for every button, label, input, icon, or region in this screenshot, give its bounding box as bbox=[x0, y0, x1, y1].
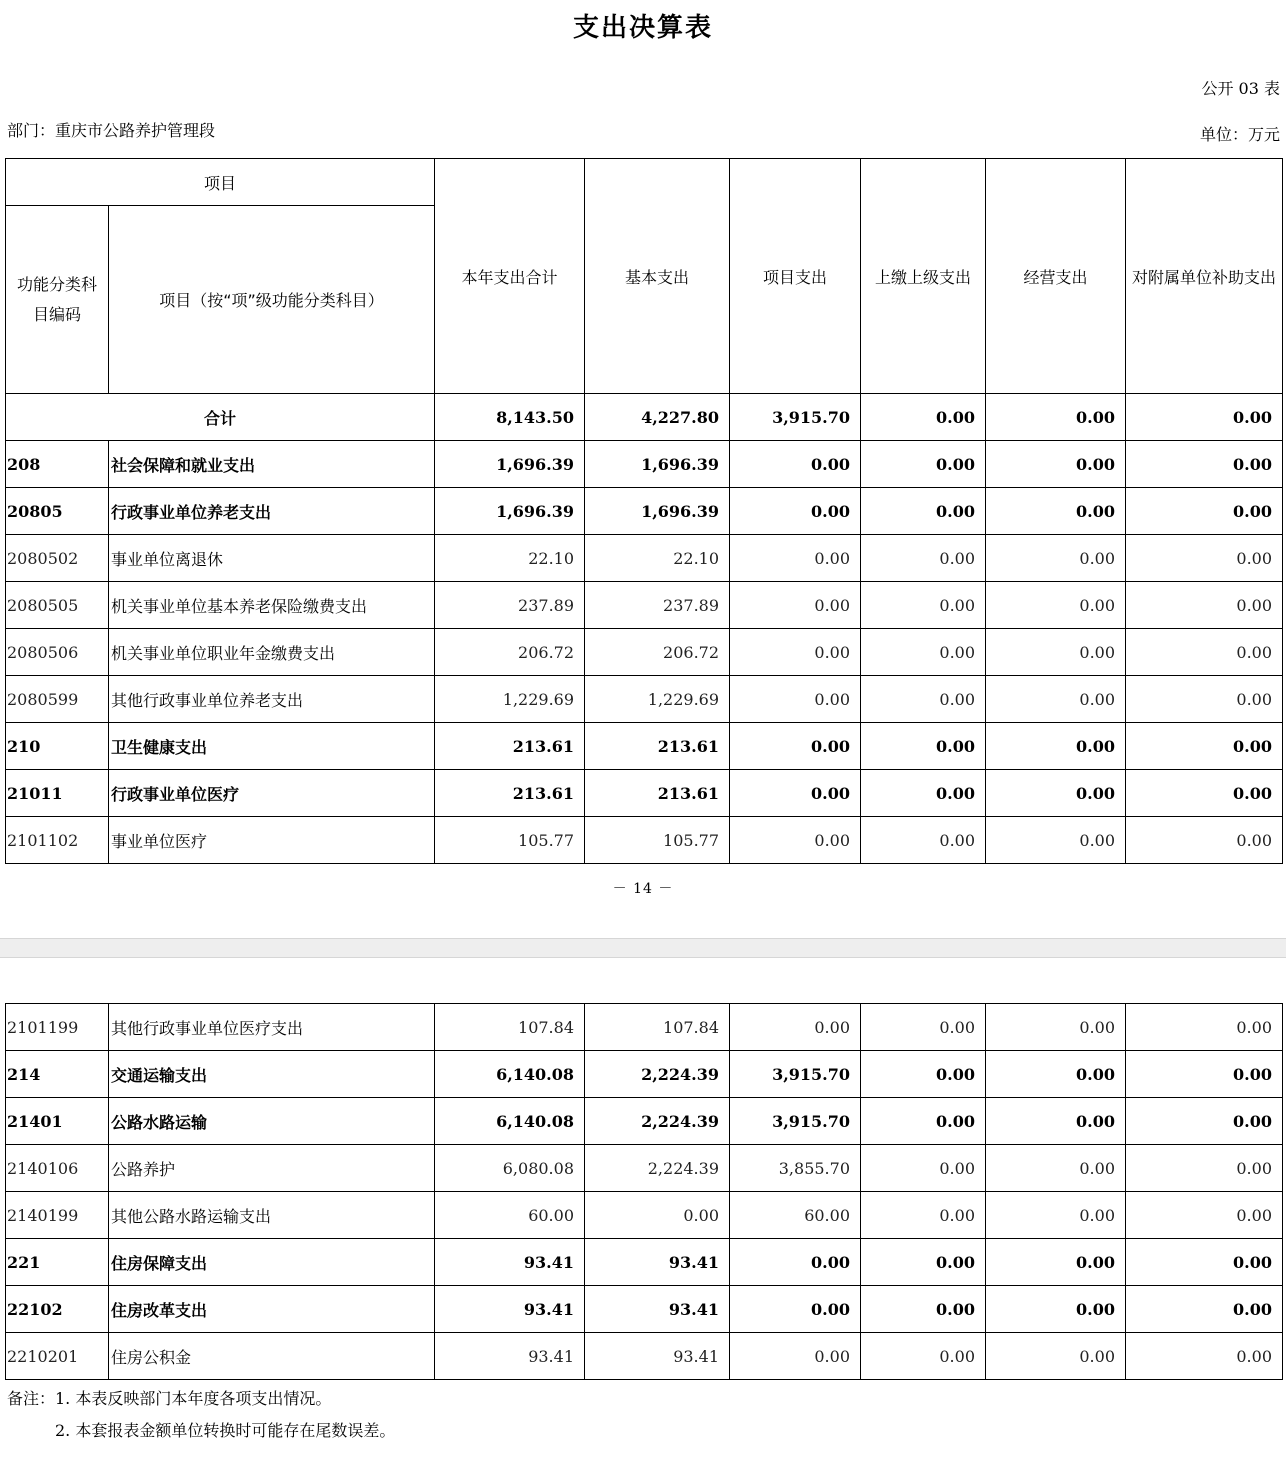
cell-project: 0.00 bbox=[730, 723, 861, 770]
cell-upper: 0.00 bbox=[861, 394, 986, 441]
table-row bbox=[6, 629, 1283, 676]
table-row bbox=[6, 1145, 1283, 1192]
table-row bbox=[6, 1239, 1283, 1286]
cell-project: 0.00 bbox=[730, 676, 861, 723]
cell-basic: 93.41 bbox=[585, 1239, 730, 1286]
cell-basic: 206.72 bbox=[585, 629, 730, 676]
header-total: 本年支出合计 bbox=[435, 159, 585, 394]
cell-upper: 0.00 bbox=[861, 441, 986, 488]
cell-name: 公路水路运输 bbox=[109, 1098, 435, 1145]
table-row bbox=[6, 723, 1283, 770]
cell-name: 住房保障支出 bbox=[109, 1239, 435, 1286]
cell-code: 2080502 bbox=[6, 535, 109, 582]
cell-total: 237.89 bbox=[435, 582, 585, 629]
header-upper: 上缴上级支出 bbox=[861, 159, 986, 394]
cell-basic: 2,224.39 bbox=[585, 1098, 730, 1145]
cell-total: 105.77 bbox=[435, 817, 585, 864]
cell-code: 2080505 bbox=[6, 582, 109, 629]
cell-project: 0.00 bbox=[730, 1333, 861, 1380]
cell-business: 0.00 bbox=[986, 1239, 1126, 1286]
cell-project: 3,915.70 bbox=[730, 1098, 861, 1145]
cell-total: 6,140.08 bbox=[435, 1051, 585, 1098]
cell-subsidiary: 0.00 bbox=[1126, 1098, 1283, 1145]
table-row bbox=[6, 582, 1283, 629]
cell-total: 107.84 bbox=[435, 1004, 585, 1051]
header-business: 经营支出 bbox=[986, 159, 1126, 394]
cell-basic: 93.41 bbox=[585, 1286, 730, 1333]
cell-total: 213.61 bbox=[435, 770, 585, 817]
table-row bbox=[6, 441, 1283, 488]
table-row bbox=[6, 1098, 1283, 1145]
expenditure-table-page1 bbox=[5, 158, 1283, 864]
page-title: 支出决算表 bbox=[572, 13, 713, 43]
cell-upper: 0.00 bbox=[861, 1051, 986, 1098]
cell-code: 221 bbox=[6, 1239, 109, 1286]
cell-subsidiary: 0.00 bbox=[1126, 1333, 1283, 1380]
cell-subsidiary: 0.00 bbox=[1126, 488, 1283, 535]
cell-code: 2101199 bbox=[6, 1004, 109, 1051]
note-line-2: 2. 本套报表金额单位转换时可能存在尾数误差。 bbox=[55, 1421, 396, 1440]
cell-name: 其他行政事业单位医疗支出 bbox=[109, 1004, 435, 1051]
cell-basic: 1,229.69 bbox=[585, 676, 730, 723]
cell-subsidiary: 0.00 bbox=[1126, 394, 1283, 441]
cell-project: 0.00 bbox=[730, 535, 861, 582]
cell-total: 93.41 bbox=[435, 1333, 585, 1380]
cell-subsidiary: 0.00 bbox=[1126, 676, 1283, 723]
cell-project: 0.00 bbox=[730, 488, 861, 535]
cell-project: 0.00 bbox=[730, 817, 861, 864]
cell-name: 机关事业单位基本养老保险缴费支出 bbox=[109, 582, 435, 629]
notes bbox=[7, 1383, 395, 1447]
table-row bbox=[6, 1333, 1283, 1380]
cell-project: 0.00 bbox=[730, 1239, 861, 1286]
table-row bbox=[6, 1051, 1283, 1098]
cell-name: 交通运输支出 bbox=[109, 1051, 435, 1098]
cell-basic: 93.41 bbox=[585, 1333, 730, 1380]
cell-subsidiary: 0.00 bbox=[1126, 1051, 1283, 1098]
cell-name: 住房改革支出 bbox=[109, 1286, 435, 1333]
cell-upper: 0.00 bbox=[861, 535, 986, 582]
cell-basic: 2,224.39 bbox=[585, 1051, 730, 1098]
header-subsidiary: 对附属单位补助支出 bbox=[1126, 159, 1283, 394]
cell-subsidiary: 0.00 bbox=[1126, 1145, 1283, 1192]
cell-upper: 0.00 bbox=[861, 582, 986, 629]
cell-basic: 4,227.80 bbox=[585, 394, 730, 441]
cell-business: 0.00 bbox=[986, 1192, 1126, 1239]
cell-upper: 0.00 bbox=[861, 1239, 986, 1286]
cell-total: 60.00 bbox=[435, 1192, 585, 1239]
cell-code: 2080599 bbox=[6, 676, 109, 723]
unit-label: 单位：万元 bbox=[1199, 125, 1280, 144]
cell-name: 公路养护 bbox=[109, 1145, 435, 1192]
cell-subsidiary: 0.00 bbox=[1126, 629, 1283, 676]
cell-upper: 0.00 bbox=[861, 1098, 986, 1145]
cell-code: 208 bbox=[6, 441, 109, 488]
table-row bbox=[6, 1192, 1283, 1239]
cell-name: 住房公积金 bbox=[109, 1333, 435, 1380]
cell-subsidiary: 0.00 bbox=[1126, 441, 1283, 488]
cell-business: 0.00 bbox=[986, 488, 1126, 535]
cell-basic: 0.00 bbox=[585, 1192, 730, 1239]
cell-total: 206.72 bbox=[435, 629, 585, 676]
table-row bbox=[6, 676, 1283, 723]
table-row bbox=[6, 535, 1283, 582]
cell-name: 机关事业单位职业年金缴费支出 bbox=[109, 629, 435, 676]
cell-upper: 0.00 bbox=[861, 488, 986, 535]
table-row bbox=[6, 1004, 1283, 1051]
cell-code: 2080506 bbox=[6, 629, 109, 676]
cell-total: 6,140.08 bbox=[435, 1098, 585, 1145]
cell-name: 社会保障和就业支出 bbox=[109, 441, 435, 488]
table-row bbox=[6, 770, 1283, 817]
cell-basic: 237.89 bbox=[585, 582, 730, 629]
expenditure-table-page2 bbox=[5, 1003, 1283, 1380]
header-code: 功能分类科目编码 bbox=[6, 206, 109, 394]
cell-upper: 0.00 bbox=[861, 770, 986, 817]
cell-name: 其他公路水路运输支出 bbox=[109, 1192, 435, 1239]
cell-project: 0.00 bbox=[730, 441, 861, 488]
cell-total: 1,229.69 bbox=[435, 676, 585, 723]
cell-business: 0.00 bbox=[986, 723, 1126, 770]
cell-upper: 0.00 bbox=[861, 1145, 986, 1192]
cell-subsidiary: 0.00 bbox=[1126, 582, 1283, 629]
cell-total: 8,143.50 bbox=[435, 394, 585, 441]
department-label: 部门：重庆市公路养护管理段 bbox=[7, 121, 216, 140]
cell-code: 2140199 bbox=[6, 1192, 109, 1239]
cell-project: 0.00 bbox=[730, 770, 861, 817]
cell-code: 21011 bbox=[6, 770, 109, 817]
cell-business: 0.00 bbox=[986, 629, 1126, 676]
cell-name: 行政事业单位养老支出 bbox=[109, 488, 435, 535]
cell-project: 3,855.70 bbox=[730, 1145, 861, 1192]
cell-business: 0.00 bbox=[986, 1098, 1126, 1145]
cell-upper: 0.00 bbox=[861, 629, 986, 676]
cell-basic: 1,696.39 bbox=[585, 441, 730, 488]
cell-business: 0.00 bbox=[986, 441, 1126, 488]
cell-name: 卫生健康支出 bbox=[109, 723, 435, 770]
header-project: 项目 bbox=[6, 159, 435, 206]
cell-upper: 0.00 bbox=[861, 1004, 986, 1051]
cell-total: 1,696.39 bbox=[435, 441, 585, 488]
cell-business: 0.00 bbox=[986, 676, 1126, 723]
cell-basic: 1,696.39 bbox=[585, 488, 730, 535]
cell-subsidiary: 0.00 bbox=[1126, 1239, 1283, 1286]
total-label: 合计 bbox=[6, 394, 435, 441]
cell-business: 0.00 bbox=[986, 394, 1126, 441]
cell-total: 93.41 bbox=[435, 1239, 585, 1286]
cell-code: 2101102 bbox=[6, 817, 109, 864]
cell-code: 2140106 bbox=[6, 1145, 109, 1192]
cell-total: 6,080.08 bbox=[435, 1145, 585, 1192]
page-separator bbox=[0, 938, 1286, 958]
cell-code: 20805 bbox=[6, 488, 109, 535]
cell-code: 214 bbox=[6, 1051, 109, 1098]
header-project-expenditure: 项目支出 bbox=[730, 159, 861, 394]
cell-total: 93.41 bbox=[435, 1286, 585, 1333]
cell-project: 0.00 bbox=[730, 629, 861, 676]
cell-basic: 213.61 bbox=[585, 770, 730, 817]
cell-subsidiary: 0.00 bbox=[1126, 1192, 1283, 1239]
cell-upper: 0.00 bbox=[861, 1192, 986, 1239]
cell-business: 0.00 bbox=[986, 582, 1126, 629]
cell-code: 2210201 bbox=[6, 1333, 109, 1380]
header-name: 项目（按“项”级功能分类科目） bbox=[109, 206, 435, 394]
cell-code: 210 bbox=[6, 723, 109, 770]
cell-project: 60.00 bbox=[730, 1192, 861, 1239]
form-number: 公开 03 表 bbox=[1201, 79, 1280, 98]
cell-subsidiary: 0.00 bbox=[1126, 1004, 1283, 1051]
cell-project: 3,915.70 bbox=[730, 394, 861, 441]
cell-basic: 213.61 bbox=[585, 723, 730, 770]
cell-business: 0.00 bbox=[986, 817, 1126, 864]
cell-project: 0.00 bbox=[730, 582, 861, 629]
cell-total: 213.61 bbox=[435, 723, 585, 770]
note-line-1: 备注：1. 本表反映部门本年度各项支出情况。 bbox=[7, 1389, 332, 1408]
cell-subsidiary: 0.00 bbox=[1126, 723, 1283, 770]
cell-business: 0.00 bbox=[986, 535, 1126, 582]
page-number: － 14 － bbox=[612, 881, 674, 897]
cell-subsidiary: 0.00 bbox=[1126, 1286, 1283, 1333]
table-row bbox=[6, 488, 1283, 535]
cell-name: 事业单位医疗 bbox=[109, 817, 435, 864]
cell-upper: 0.00 bbox=[861, 817, 986, 864]
cell-code: 22102 bbox=[6, 1286, 109, 1333]
cell-project: 3,915.70 bbox=[730, 1051, 861, 1098]
cell-basic: 105.77 bbox=[585, 817, 730, 864]
header-basic: 基本支出 bbox=[585, 159, 730, 394]
cell-name: 行政事业单位医疗 bbox=[109, 770, 435, 817]
cell-project: 0.00 bbox=[730, 1286, 861, 1333]
cell-business: 0.00 bbox=[986, 1286, 1126, 1333]
cell-project: 0.00 bbox=[730, 1004, 861, 1051]
cell-total: 22.10 bbox=[435, 535, 585, 582]
cell-business: 0.00 bbox=[986, 1051, 1126, 1098]
table-row bbox=[6, 817, 1283, 864]
cell-code: 21401 bbox=[6, 1098, 109, 1145]
cell-business: 0.00 bbox=[986, 1004, 1126, 1051]
cell-upper: 0.00 bbox=[861, 1286, 986, 1333]
cell-subsidiary: 0.00 bbox=[1126, 770, 1283, 817]
cell-name: 其他行政事业单位养老支出 bbox=[109, 676, 435, 723]
cell-total: 1,696.39 bbox=[435, 488, 585, 535]
table-row bbox=[6, 1286, 1283, 1333]
cell-subsidiary: 0.00 bbox=[1126, 817, 1283, 864]
cell-business: 0.00 bbox=[986, 770, 1126, 817]
cell-basic: 2,224.39 bbox=[585, 1145, 730, 1192]
cell-upper: 0.00 bbox=[861, 1333, 986, 1380]
cell-subsidiary: 0.00 bbox=[1126, 535, 1283, 582]
cell-upper: 0.00 bbox=[861, 676, 986, 723]
cell-name: 事业单位离退休 bbox=[109, 535, 435, 582]
cell-upper: 0.00 bbox=[861, 723, 986, 770]
cell-basic: 107.84 bbox=[585, 1004, 730, 1051]
cell-business: 0.00 bbox=[986, 1333, 1126, 1380]
cell-business: 0.00 bbox=[986, 1145, 1126, 1192]
total-row bbox=[6, 394, 1283, 441]
cell-basic: 22.10 bbox=[585, 535, 730, 582]
